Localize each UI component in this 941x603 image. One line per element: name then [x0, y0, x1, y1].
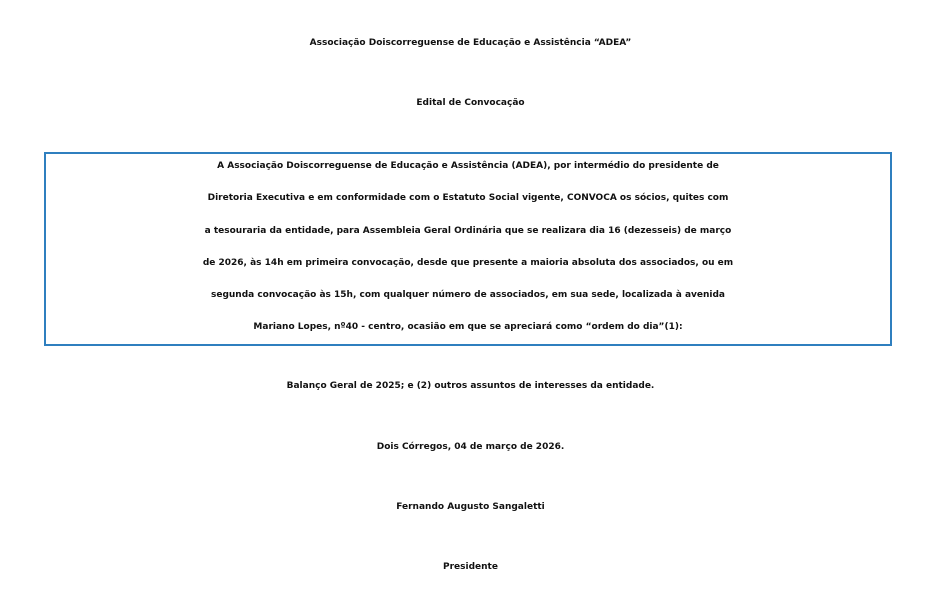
body-line: A Associação Doiscorreguense de Educação e Assistência (ADEA), por intermédio do presidente de: [217, 161, 719, 171]
body-line: a tesouraria da entidade, para Assembleia Geral Ordinária que se realizara dia 16 (dezesseis) de março: [204, 226, 732, 236]
signer-role: Presidente: [443, 562, 498, 572]
body-line: de 2026, às 14h em primeira convocação, desde que presente a maioria absoluta dos associados, ou em: [202, 258, 734, 268]
body-line: Diretoria Executiva e em conformidade com o Estatuto Social vigente, CONVOCA os sócios, quites com: [207, 193, 729, 203]
agenda-text: Balanço Geral de 2025; e (2) outros assuntos de interesses da entidade.: [286, 381, 655, 391]
body-line: segunda convocação às 15h, com qualquer número de associados, em sua sede, localizada à avenida: [210, 290, 726, 300]
convocation-body-box: [44, 152, 892, 346]
organization-title: Associação Doiscorreguense de Educação e Assistência “ADEA”: [309, 38, 632, 48]
body-line: Mariano Lopes, nº40 - centro, ocasião em que se apreciará como “ordem do dia”(1):: [253, 322, 683, 332]
document-title: Edital de Convocação: [416, 98, 525, 108]
signer-name: Fernando Augusto Sangaletti: [396, 502, 545, 512]
place-date: Dois Córregos, 04 de março de 2026.: [376, 442, 565, 452]
